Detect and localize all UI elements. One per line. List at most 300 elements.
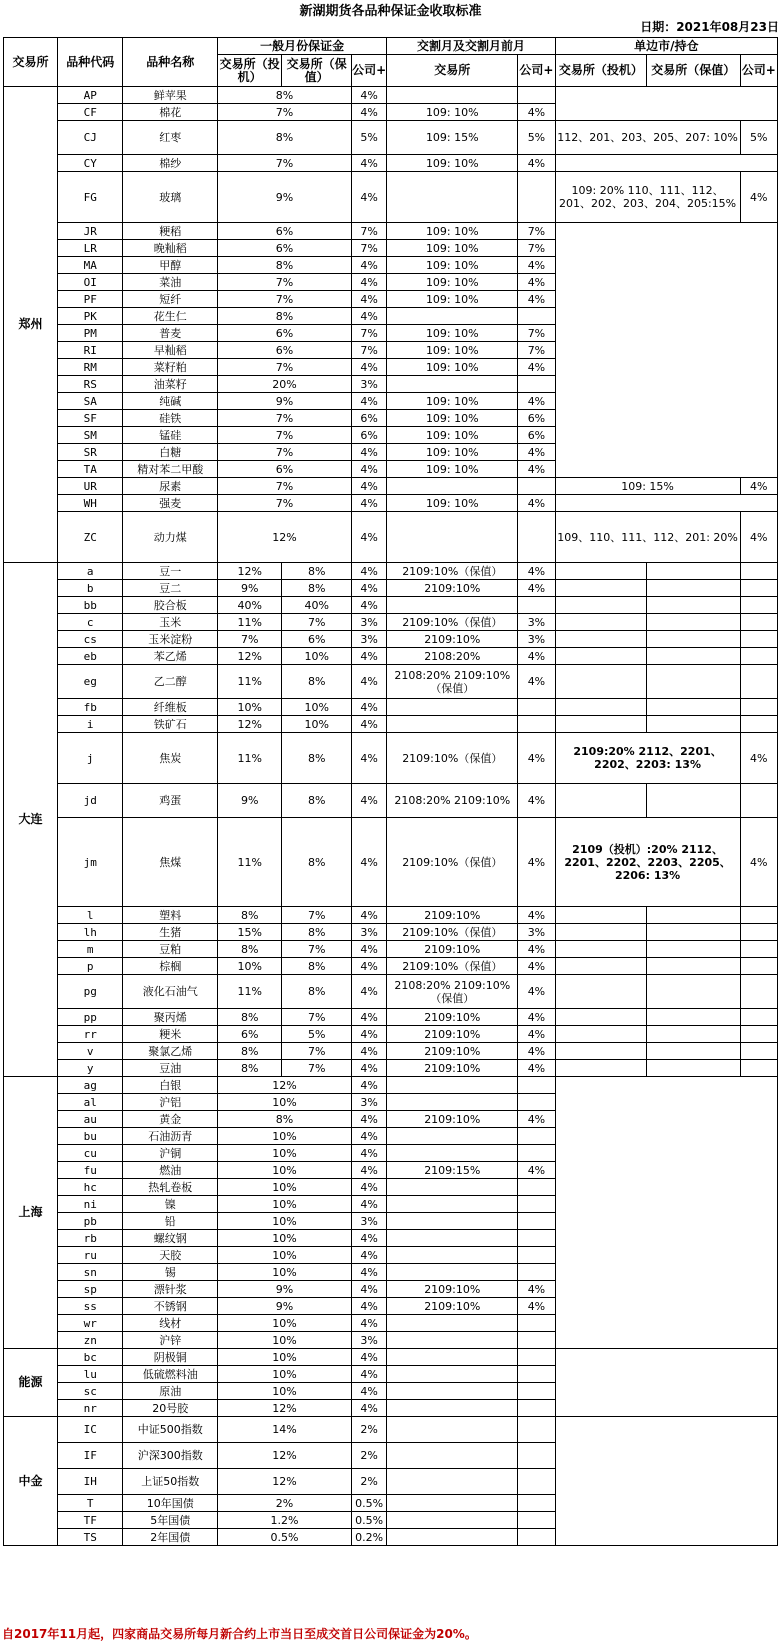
header-unilateral-speculative: 交易所（投机） <box>555 55 646 87</box>
delivery-company: 4% <box>518 975 555 1009</box>
unilateral-company <box>740 784 777 818</box>
product-name: 低硫燃料油 <box>123 1366 218 1383</box>
unilateral-hedge <box>647 1043 740 1060</box>
product-code: p <box>58 958 123 975</box>
header-code: 品种代码 <box>58 38 123 87</box>
delivery-exchange: 109: 10% <box>387 461 518 478</box>
general-speculative: 10% <box>217 958 281 975</box>
delivery-exchange: 2109:10%（保值） <box>387 614 518 631</box>
product-code: PF <box>58 291 123 308</box>
delivery-company: 4% <box>518 907 555 924</box>
general-speculative: 12% <box>217 648 281 665</box>
delivery-company: 4% <box>518 1060 555 1077</box>
general-hedge: 7% <box>282 614 352 631</box>
product-code: ss <box>58 1298 123 1315</box>
general-company: 4% <box>351 1026 386 1043</box>
product-code: v <box>58 1043 123 1060</box>
general-margin: 6% <box>217 342 351 359</box>
product-name: 强麦 <box>123 495 218 512</box>
general-company: 4% <box>351 1043 386 1060</box>
product-name: 精对苯二甲酸 <box>123 461 218 478</box>
product-name: 线材 <box>123 1315 218 1332</box>
general-company: 4% <box>351 274 386 291</box>
general-margin: 7% <box>217 478 351 495</box>
general-margin: 7% <box>217 104 351 121</box>
general-speculative: 15% <box>217 924 281 941</box>
table-row <box>4 631 778 648</box>
general-hedge: 40% <box>282 597 352 614</box>
delivery-exchange: 2109:10% <box>387 1026 518 1043</box>
unilateral-speculative <box>555 631 646 648</box>
product-code: AP <box>58 87 123 104</box>
delivery-exchange: 2109:10% <box>387 907 518 924</box>
table-row <box>4 172 778 223</box>
general-margin: 8% <box>217 1111 351 1128</box>
exchange-sh: 上海 <box>4 1077 58 1349</box>
general-company: 4% <box>351 393 386 410</box>
general-margin: 10% <box>217 1315 351 1332</box>
delivery-company <box>518 1264 555 1281</box>
delivery-exchange <box>387 1213 518 1230</box>
product-name: 棉花 <box>123 104 218 121</box>
product-code: IC <box>58 1417 123 1443</box>
unilateral-speculative <box>555 563 646 580</box>
unilateral-margin: 109、110、111、112、201: 20% <box>555 512 740 563</box>
product-name: 硅铁 <box>123 410 218 427</box>
product-code: PM <box>58 325 123 342</box>
general-margin: 10% <box>217 1247 351 1264</box>
product-code: RM <box>58 359 123 376</box>
general-hedge: 8% <box>282 818 352 907</box>
delivery-exchange <box>387 1366 518 1383</box>
general-company: 4% <box>351 104 386 121</box>
product-name: 鲜苹果 <box>123 87 218 104</box>
product-code: TA <box>58 461 123 478</box>
product-name: 粳稻 <box>123 223 218 240</box>
general-hedge: 8% <box>282 733 352 784</box>
product-name: 尿素 <box>123 478 218 495</box>
delivery-company: 4% <box>518 495 555 512</box>
unilateral-speculative <box>555 975 646 1009</box>
product-name: 动力煤 <box>123 512 218 563</box>
product-code: i <box>58 716 123 733</box>
unilateral-hedge <box>647 784 740 818</box>
delivery-exchange <box>387 1469 518 1495</box>
general-company: 0.5% <box>351 1512 386 1529</box>
product-code: fu <box>58 1162 123 1179</box>
general-company: 3% <box>351 924 386 941</box>
table-row <box>4 155 778 172</box>
delivery-company: 3% <box>518 614 555 631</box>
delivery-exchange <box>387 1400 518 1417</box>
general-margin: 8% <box>217 87 351 104</box>
unilateral-company <box>740 907 777 924</box>
general-company: 0.2% <box>351 1529 386 1546</box>
unilateral-company <box>740 614 777 631</box>
product-name: 阴极铜 <box>123 1349 218 1366</box>
product-name: 沪铝 <box>123 1094 218 1111</box>
delivery-company <box>518 376 555 393</box>
general-margin: 7% <box>217 427 351 444</box>
delivery-exchange: 109: 10% <box>387 104 518 121</box>
table-row <box>4 716 778 733</box>
product-code: lu <box>58 1366 123 1383</box>
general-hedge: 7% <box>282 907 352 924</box>
product-name: 聚丙烯 <box>123 1009 218 1026</box>
general-speculative: 7% <box>217 631 281 648</box>
product-code: T <box>58 1495 123 1512</box>
delivery-company: 4% <box>518 359 555 376</box>
delivery-exchange: 2109:10%（保值） <box>387 818 518 907</box>
delivery-company <box>518 1366 555 1383</box>
product-name: 原油 <box>123 1383 218 1400</box>
product-name: 棉纱 <box>123 155 218 172</box>
product-name: 焦炭 <box>123 733 218 784</box>
general-hedge: 8% <box>282 924 352 941</box>
delivery-company <box>518 1529 555 1546</box>
general-margin: 10% <box>217 1332 351 1349</box>
exchange-zj: 中金 <box>4 1417 58 1546</box>
delivery-company <box>518 1213 555 1230</box>
product-name: 沪深300指数 <box>123 1443 218 1469</box>
general-hedge: 10% <box>282 699 352 716</box>
product-name: 5年国债 <box>123 1512 218 1529</box>
product-code: CJ <box>58 121 123 155</box>
unilateral-hedge <box>647 648 740 665</box>
delivery-company: 7% <box>518 240 555 257</box>
header-unilateral-hedge: 交易所（保值） <box>647 55 740 87</box>
product-code: sp <box>58 1281 123 1298</box>
general-company: 3% <box>351 631 386 648</box>
delivery-company: 4% <box>518 665 555 699</box>
general-company: 4% <box>351 495 386 512</box>
header-exch-hedge: 交易所（保值） <box>282 55 352 87</box>
delivery-company: 6% <box>518 410 555 427</box>
general-company: 4% <box>351 155 386 172</box>
product-code: LR <box>58 240 123 257</box>
delivery-exchange <box>387 1247 518 1264</box>
general-hedge: 8% <box>282 975 352 1009</box>
product-name: 甲醇 <box>123 257 218 274</box>
general-margin: 8% <box>217 121 351 155</box>
delivery-exchange: 109: 10% <box>387 240 518 257</box>
general-margin: 10% <box>217 1349 351 1366</box>
delivery-company <box>518 87 555 104</box>
general-company: 7% <box>351 325 386 342</box>
general-company: 4% <box>351 512 386 563</box>
unilateral-company <box>740 941 777 958</box>
unilateral-company <box>740 958 777 975</box>
unilateral-speculative <box>555 1060 646 1077</box>
general-company: 5% <box>351 121 386 155</box>
general-company: 4% <box>351 1196 386 1213</box>
general-company: 4% <box>351 648 386 665</box>
delivery-exchange: 2108:20% 2109:10% <box>387 784 518 818</box>
general-margin: 8% <box>217 308 351 325</box>
general-company: 4% <box>351 461 386 478</box>
delivery-exchange <box>387 1264 518 1281</box>
unilateral-margin: 109: 15% <box>555 478 740 495</box>
general-company: 4% <box>351 733 386 784</box>
product-name: 中证500指数 <box>123 1417 218 1443</box>
delivery-exchange: 2109:10% <box>387 1060 518 1077</box>
unilateral-blank <box>555 1349 777 1417</box>
table-row <box>4 563 778 580</box>
unilateral-speculative <box>555 907 646 924</box>
product-name: 不锈钢 <box>123 1298 218 1315</box>
general-hedge: 8% <box>282 784 352 818</box>
general-speculative: 8% <box>217 1060 281 1077</box>
general-company: 4% <box>351 580 386 597</box>
delivery-exchange <box>387 1529 518 1546</box>
delivery-company: 4% <box>518 393 555 410</box>
table-row <box>4 1417 778 1443</box>
delivery-exchange: 2109:10%（保值） <box>387 563 518 580</box>
delivery-exchange: 2109:10%（保值） <box>387 924 518 941</box>
general-hedge: 7% <box>282 1043 352 1060</box>
table-row <box>4 614 778 631</box>
delivery-company: 4% <box>518 1043 555 1060</box>
product-code: fb <box>58 699 123 716</box>
unilateral-margin: 2109（投机）:20% 2112、2201、2202、2203、2205、2206: 13% <box>555 818 740 907</box>
product-code: pp <box>58 1009 123 1026</box>
delivery-company <box>518 1145 555 1162</box>
general-company: 6% <box>351 427 386 444</box>
product-code: eb <box>58 648 123 665</box>
delivery-exchange <box>387 1179 518 1196</box>
product-code: bb <box>58 597 123 614</box>
delivery-exchange <box>387 1077 518 1094</box>
header-general: 一般月份保证金 <box>217 38 386 55</box>
unilateral-company: 4% <box>740 818 777 907</box>
general-company: 4% <box>351 257 386 274</box>
unilateral-speculative <box>555 597 646 614</box>
unilateral-hedge <box>647 941 740 958</box>
delivery-exchange: 109: 10% <box>387 410 518 427</box>
table-row <box>4 941 778 958</box>
product-name: 花生仁 <box>123 308 218 325</box>
general-company: 6% <box>351 410 386 427</box>
product-code: RI <box>58 342 123 359</box>
delivery-company: 4% <box>518 444 555 461</box>
general-margin: 10% <box>217 1264 351 1281</box>
delivery-exchange <box>387 716 518 733</box>
delivery-company: 4% <box>518 104 555 121</box>
delivery-exchange <box>387 597 518 614</box>
table-row <box>4 580 778 597</box>
product-name: 鸡蛋 <box>123 784 218 818</box>
product-name: 白糖 <box>123 444 218 461</box>
unilateral-speculative <box>555 648 646 665</box>
delivery-exchange <box>387 1417 518 1443</box>
general-hedge: 7% <box>282 1009 352 1026</box>
delivery-exchange: 109: 15% <box>387 121 518 155</box>
delivery-exchange <box>387 512 518 563</box>
unilateral-speculative <box>555 580 646 597</box>
product-name: 锡 <box>123 1264 218 1281</box>
product-code: ni <box>58 1196 123 1213</box>
delivery-company <box>518 1230 555 1247</box>
product-name: 菜籽粕 <box>123 359 218 376</box>
product-code: jm <box>58 818 123 907</box>
product-code: IH <box>58 1469 123 1495</box>
delivery-company: 6% <box>518 427 555 444</box>
general-company: 7% <box>351 223 386 240</box>
general-company: 4% <box>351 975 386 1009</box>
unilateral-company <box>740 648 777 665</box>
general-hedge: 8% <box>282 563 352 580</box>
delivery-exchange: 2109:10% <box>387 1298 518 1315</box>
product-code: ZC <box>58 512 123 563</box>
general-margin: 1.2% <box>217 1512 351 1529</box>
delivery-company <box>518 1512 555 1529</box>
delivery-company: 4% <box>518 461 555 478</box>
general-margin: 10% <box>217 1179 351 1196</box>
product-name: 天胶 <box>123 1247 218 1264</box>
product-code: ru <box>58 1247 123 1264</box>
product-code: bu <box>58 1128 123 1145</box>
unilateral-company <box>740 1009 777 1026</box>
delivery-exchange: 109: 10% <box>387 342 518 359</box>
delivery-company: 4% <box>518 291 555 308</box>
product-code: CY <box>58 155 123 172</box>
general-speculative: 9% <box>217 784 281 818</box>
delivery-exchange <box>387 478 518 495</box>
product-code: sc <box>58 1383 123 1400</box>
delivery-company: 4% <box>518 155 555 172</box>
general-speculative: 11% <box>217 665 281 699</box>
product-name: 石油沥青 <box>123 1128 218 1145</box>
delivery-exchange <box>387 1332 518 1349</box>
product-code: cs <box>58 631 123 648</box>
product-code: hc <box>58 1179 123 1196</box>
delivery-company <box>518 512 555 563</box>
table-row <box>4 1349 778 1366</box>
unilateral-speculative <box>555 924 646 941</box>
unilateral-company: 4% <box>740 512 777 563</box>
table-row <box>4 648 778 665</box>
general-hedge: 10% <box>282 716 352 733</box>
delivery-exchange: 109: 10% <box>387 274 518 291</box>
general-company: 7% <box>351 240 386 257</box>
product-name: 焦煤 <box>123 818 218 907</box>
product-code: CF <box>58 104 123 121</box>
product-name: 油菜籽 <box>123 376 218 393</box>
general-company: 3% <box>351 1094 386 1111</box>
unilateral-margin: 2109:20% 2112、2201、2202、2203: 13% <box>555 733 740 784</box>
product-name: 白银 <box>123 1077 218 1094</box>
table-row <box>4 495 778 512</box>
general-hedge: 8% <box>282 665 352 699</box>
general-company: 4% <box>351 958 386 975</box>
general-margin: 12% <box>217 1443 351 1469</box>
product-name: 燃油 <box>123 1162 218 1179</box>
product-name: 铁矿石 <box>123 716 218 733</box>
delivery-exchange <box>387 1145 518 1162</box>
unilateral-company <box>740 1043 777 1060</box>
general-company: 4% <box>351 1009 386 1026</box>
general-margin: 7% <box>217 155 351 172</box>
general-company: 4% <box>351 444 386 461</box>
product-code: JR <box>58 223 123 240</box>
product-name: 豆二 <box>123 580 218 597</box>
delivery-exchange <box>387 376 518 393</box>
table-row <box>4 1043 778 1060</box>
table-row <box>4 924 778 941</box>
delivery-company: 7% <box>518 325 555 342</box>
general-margin: 6% <box>217 240 351 257</box>
delivery-company: 4% <box>518 1281 555 1298</box>
unilateral-hedge <box>647 1060 740 1077</box>
product-code: c <box>58 614 123 631</box>
unilateral-margin: 109: 20% 110、111、112、201、202、203、204、205:15% <box>555 172 740 223</box>
sheet-date: 日期：2021年08月23日 <box>640 20 779 34</box>
product-name: 聚氯乙烯 <box>123 1043 218 1060</box>
product-code: eg <box>58 665 123 699</box>
product-code: ag <box>58 1077 123 1094</box>
general-company: 4% <box>351 1230 386 1247</box>
general-company: 4% <box>351 1349 386 1366</box>
general-margin: 7% <box>217 291 351 308</box>
general-margin: 20% <box>217 376 351 393</box>
table-row <box>4 699 778 716</box>
unilateral-hedge <box>647 563 740 580</box>
delivery-company <box>518 1077 555 1094</box>
unilateral-company: 5% <box>740 121 777 155</box>
product-name: 豆粕 <box>123 941 218 958</box>
sheet-title: 新湖期货各品种保证金收取标准 <box>299 4 482 19</box>
header-exch-speculative: 交易所（投机） <box>217 55 281 87</box>
product-name: 棕榈 <box>123 958 218 975</box>
delivery-company <box>518 1128 555 1145</box>
delivery-company: 4% <box>518 941 555 958</box>
delivery-company: 4% <box>518 580 555 597</box>
general-margin: 10% <box>217 1128 351 1145</box>
general-speculative: 6% <box>217 1026 281 1043</box>
product-name: 胶合板 <box>123 597 218 614</box>
general-company: 4% <box>351 818 386 907</box>
delivery-exchange <box>387 1128 518 1145</box>
delivery-company <box>518 308 555 325</box>
general-company: 7% <box>351 342 386 359</box>
product-name: 粳米 <box>123 1026 218 1043</box>
product-name: 玻璃 <box>123 172 218 223</box>
unilateral-blank <box>555 87 777 121</box>
product-name: 纯碱 <box>123 393 218 410</box>
delivery-company: 4% <box>518 257 555 274</box>
general-speculative: 11% <box>217 733 281 784</box>
general-company: 4% <box>351 1264 386 1281</box>
delivery-exchange <box>387 1349 518 1366</box>
general-company: 4% <box>351 907 386 924</box>
delivery-company: 4% <box>518 274 555 291</box>
unilateral-hedge <box>647 631 740 648</box>
general-hedge: 7% <box>282 1060 352 1077</box>
product-name: 螺纹钢 <box>123 1230 218 1247</box>
delivery-company: 4% <box>518 563 555 580</box>
unilateral-company: 4% <box>740 733 777 784</box>
general-company: 4% <box>351 1162 386 1179</box>
delivery-company <box>518 716 555 733</box>
general-margin: 7% <box>217 410 351 427</box>
delivery-company <box>518 1495 555 1512</box>
product-name: 漂针浆 <box>123 1281 218 1298</box>
unilateral-hedge <box>647 614 740 631</box>
product-code: RS <box>58 376 123 393</box>
general-hedge: 10% <box>282 648 352 665</box>
delivery-company: 3% <box>518 631 555 648</box>
table-row <box>4 1026 778 1043</box>
